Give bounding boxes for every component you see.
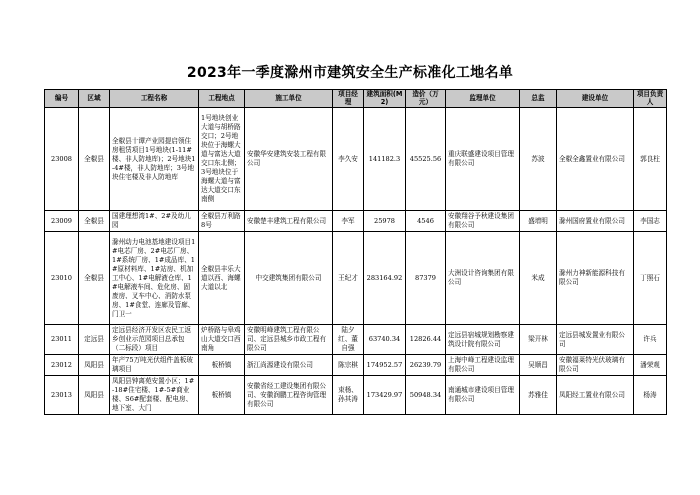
cell-location: 1号地块创业大道与胡桥路交口；2号地块位于海螺大道与富达大道交口东北侧；3号地块位于海螺大道与富达大道交口东南侧 [199, 108, 245, 211]
cell-owner-lead: 郭良柱 [634, 108, 667, 211]
cell-project: 国建理想湾1#、2#及幼儿园 [110, 211, 199, 232]
cell-owner: 滁州力神新能源科技有限公司 [557, 232, 634, 325]
cell-owner: 安徽福莱特光伏玻璃有限公司 [557, 355, 634, 376]
document-title: 2023年一季度滁州市建筑安全生产标准化工地名单 [186, 65, 514, 81]
cell-supervisor: 大洲设计咨询集团有限公司 [446, 232, 520, 325]
cell-id: 23010 [45, 232, 79, 325]
cell-id: 23011 [45, 325, 79, 355]
cell-manager: 束杨、孙其涛 [333, 376, 364, 415]
cell-project: 凤阳县钟离苑安置小区；1#-18#住宅楼、1#-5#商业楼、S6#配套楼、配电房、地下室、大门 [110, 376, 199, 415]
cell-region: 凤阳县 [79, 355, 110, 376]
cell-cost: 4546 [406, 211, 446, 232]
cell-owner-lead: 杨涛 [634, 376, 667, 415]
cell-owner: 凤阳经工置业有限公司 [557, 376, 634, 415]
cell-owner-lead: 许兵 [634, 325, 667, 355]
cell-location: 板桥镇 [199, 376, 245, 415]
table-row [45, 376, 667, 415]
header-id: 编号 [45, 90, 79, 108]
table-row [45, 108, 667, 211]
cell-region: 定远县 [79, 325, 110, 355]
cell-supervisor: 安徽翔谷予秋建设集团有限公司 [446, 211, 520, 232]
cell-location: 全椒县丰乐大道以西、海螺大道以北 [199, 232, 245, 325]
cell-supervisor: 上海中峰工程建设监理有限公司 [446, 355, 520, 376]
cell-supervisor: 南通城市建设项目管理有限公司 [446, 376, 520, 415]
cell-cost: 12826.44 [406, 325, 446, 355]
cell-region: 凤阳县 [79, 376, 110, 415]
header-area: 建筑面积(M2) [364, 90, 406, 108]
cell-contractor: 安徽楚丰建筑工程有限公司 [245, 211, 333, 232]
header-manager: 项目经理 [333, 90, 364, 108]
cell-cost: 87379 [406, 232, 446, 325]
table-row [45, 211, 667, 232]
header-supervisor: 监理单位 [446, 90, 520, 108]
cell-area: 283164.92 [364, 232, 406, 325]
cell-director: 吴顺昌 [520, 355, 557, 376]
cell-manager: 王纪才 [333, 232, 364, 325]
table-row [45, 232, 667, 325]
cell-location: 炉桥路与皋鸡山大道交口西南角 [199, 325, 245, 355]
cell-region: 全椒县 [79, 232, 110, 325]
cell-id: 23012 [45, 355, 79, 376]
cell-owner-lead: 丁照石 [634, 232, 667, 325]
cell-area: 174952.57 [364, 355, 406, 376]
cell-manager: 李军 [333, 211, 364, 232]
header-contractor: 施工单位 [245, 90, 333, 108]
cell-director: 盛增明 [520, 211, 557, 232]
cell-id: 23013 [45, 376, 79, 415]
cell-manager: 陆夕红、董自强 [333, 325, 364, 355]
cell-contractor: 安徽省经工建设集团有限公司、安徽润鹏工程咨询管理有限公司 [245, 376, 333, 415]
table-row [45, 355, 667, 376]
table-row [45, 325, 667, 355]
cell-location: 板桥镇 [199, 355, 245, 376]
cell-project: 滁州动力电池基地建设项目1#电芯厂房、2#电芯厂房、1#系统厂房、1#成品库、1#原材料库、1#站房、机加工中心、1#电解液仓库、1#电解液车间、危化房、固废房、叉车中心、消防水泵房、1#食堂、连廊及管廊、门卫一 [110, 232, 199, 325]
cell-area: 173429.97 [364, 376, 406, 415]
header-owner-lead: 项目负责人 [634, 90, 667, 108]
cell-contractor: 安徽明峰建筑工程有限公司、定远县城乡市政工程有限公司 [245, 325, 333, 355]
cell-area: 25978 [364, 211, 406, 232]
cell-area: 141182.3 [364, 108, 406, 211]
header-project: 工程名称 [110, 90, 199, 108]
cell-director: 苏波 [520, 108, 557, 211]
cell-project: 全椒县十谭产业园提启领住房租赁项目1号地块(1-11#楼、非人防地库)；2号地块1-4#楼，非人防地库；3号地块住宅楼及非人防地库 [110, 108, 199, 211]
cell-cost: 45525.56 [406, 108, 446, 211]
cell-region: 全椒县 [79, 211, 110, 232]
cell-location: 全椒县万利路8号 [199, 211, 245, 232]
cell-director: 米成 [520, 232, 557, 325]
cell-director: 梁开林 [520, 325, 557, 355]
header-cost: 造价（万元） [406, 90, 446, 108]
cell-supervisor: 定远县宿城规划勘察建筑设计院有限公司 [446, 325, 520, 355]
cell-id: 23009 [45, 211, 79, 232]
cell-project: 定远县经济开发区农民工返乡创业示范园项目总承包（二标段）项目 [110, 325, 199, 355]
cell-region: 全椒县 [79, 108, 110, 211]
cell-director: 苏雅佳 [520, 376, 557, 415]
header-owner: 建设单位 [557, 90, 634, 108]
cell-supervisor: 重庆联盛建设项目管理有限公司 [446, 108, 520, 211]
cell-owner: 定远县城发置业有限公司 [557, 325, 634, 355]
cell-contractor: 中交建筑集团有限公司 [245, 232, 333, 325]
cell-cost: 26239.79 [406, 355, 446, 376]
header-director: 总监 [520, 90, 557, 108]
cell-owner-lead: 潘荣观 [634, 355, 667, 376]
cell-owner-lead: 李国志 [634, 211, 667, 232]
cell-owner: 全椒全鑫置业有限公司 [557, 108, 634, 211]
table-header-row [45, 90, 667, 108]
cell-contractor: 浙江尚源建设有限公司 [245, 355, 333, 376]
cell-contractor: 安徽华安建筑安装工程有限公司 [245, 108, 333, 211]
cell-id: 23008 [45, 108, 79, 211]
site-list-table [44, 89, 667, 415]
cell-cost: 50948.34 [406, 376, 446, 415]
cell-area: 63740.34 [364, 325, 406, 355]
header-location: 工程地点 [199, 90, 245, 108]
cell-manager: 陈宗棋 [333, 355, 364, 376]
cell-project: 年产75万吨光伏组件盖板玻璃项目 [110, 355, 199, 376]
cell-owner: 滁州国府置业有限公司 [557, 211, 634, 232]
header-region: 区域 [79, 90, 110, 108]
cell-manager: 李久安 [333, 108, 364, 211]
